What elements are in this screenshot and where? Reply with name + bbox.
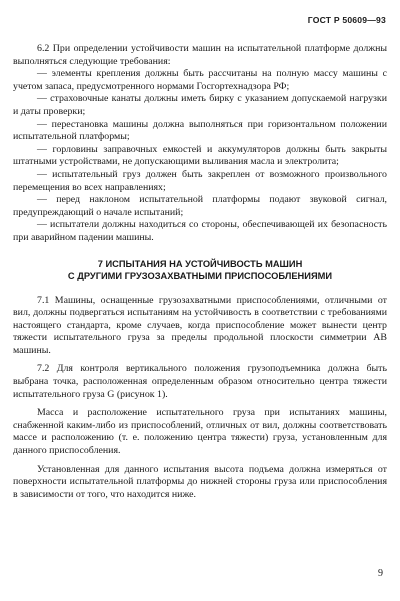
section-7-title-line-1: 7 ИСПЫТАНИЯ НА УСТОЙЧИВОСТЬ МАШИН: [97, 258, 303, 269]
requirement-tester-position: — испытатели должны находиться со стороны, обеспечивающей их безопасность при аварийном падении машины.: [13, 219, 387, 243]
paragraph-7-2: 7.2 Для контроля вертикального положения грузоподъемника должна быть выбрана точка, расположенная определенным образом относительно центра тяжести испытательного груза G (рисунок 1).: [13, 363, 387, 400]
page-number: 9: [378, 568, 383, 579]
requirement-machine-repositioning: — перестановка машины должна выполняться при горизонтальном положении испытательной платформы;: [13, 118, 387, 143]
paragraph-7-1: 7.1 Машины, оснащенные грузозахватными приспособлениями, отличными от вил, должны подвергаться испытаниям на устойчивость в соответствии с требованиями настоящего стандарта, кроме случаев, когда приспособление может вынести центр тяжести испытательного груза за пределы продольной плоскости симметрии АВ машины.: [13, 294, 387, 356]
paragraph-6-2-intro: 6.2 При определении устойчивости машин на испытательной платформе должны выполняться следующие требования:: [13, 43, 387, 67]
requirement-sound-signal: — перед наклоном испытательной платформы подают звуковой сигнал, предупреждающий о начале испытаний;: [13, 194, 387, 218]
requirement-tanks-closed: — горловины заправочных емкостей и аккумуляторов должны быть закрыты штатными устройствами, не допускающими выливания масла и электролита;: [13, 143, 387, 168]
requirement-fastening: — элементы крепления должны быть рассчитаны на полную массу машины с учетом запаса, предусмотренного нормами Госгортехнадзора РФ;: [13, 68, 387, 92]
section-7-title-line-2: С ДРУГИМИ ГРУЗОЗАХВАТНЫМИ ПРИСПОСОБЛЕНИЯМИ: [67, 270, 333, 281]
document-content: [13, 43, 387, 501]
requirement-test-load-fixed: — испытательный груз должен быть закреплен от возможного произвольного перемещения во всех направлениях;: [13, 168, 387, 193]
standard-code-header: ГОСТ Р 50609—93: [307, 15, 386, 25]
requirement-safety-ropes: — страховочные канаты должны иметь бирку с указанием допускаемой нагрузки и даты проверки;: [13, 93, 387, 117]
paragraph-lift-height: Установленная для данного испытания высота подъема должна измеряться от поверхности испытательной платформы до нижней стороны груза или приспособления в зависимости от того, что находится ниже.: [13, 463, 387, 500]
section-7-title: [13, 258, 387, 282]
paragraph-test-load-mass: Масса и расположение испытательного груза при испытаниях машины, снабженной каким-либо из приспособлений, отличных от вил, должны соответствовать массе и расположению (т. е. положению центра тяжести) груза, установленным для данного приспособления.: [13, 407, 387, 457]
